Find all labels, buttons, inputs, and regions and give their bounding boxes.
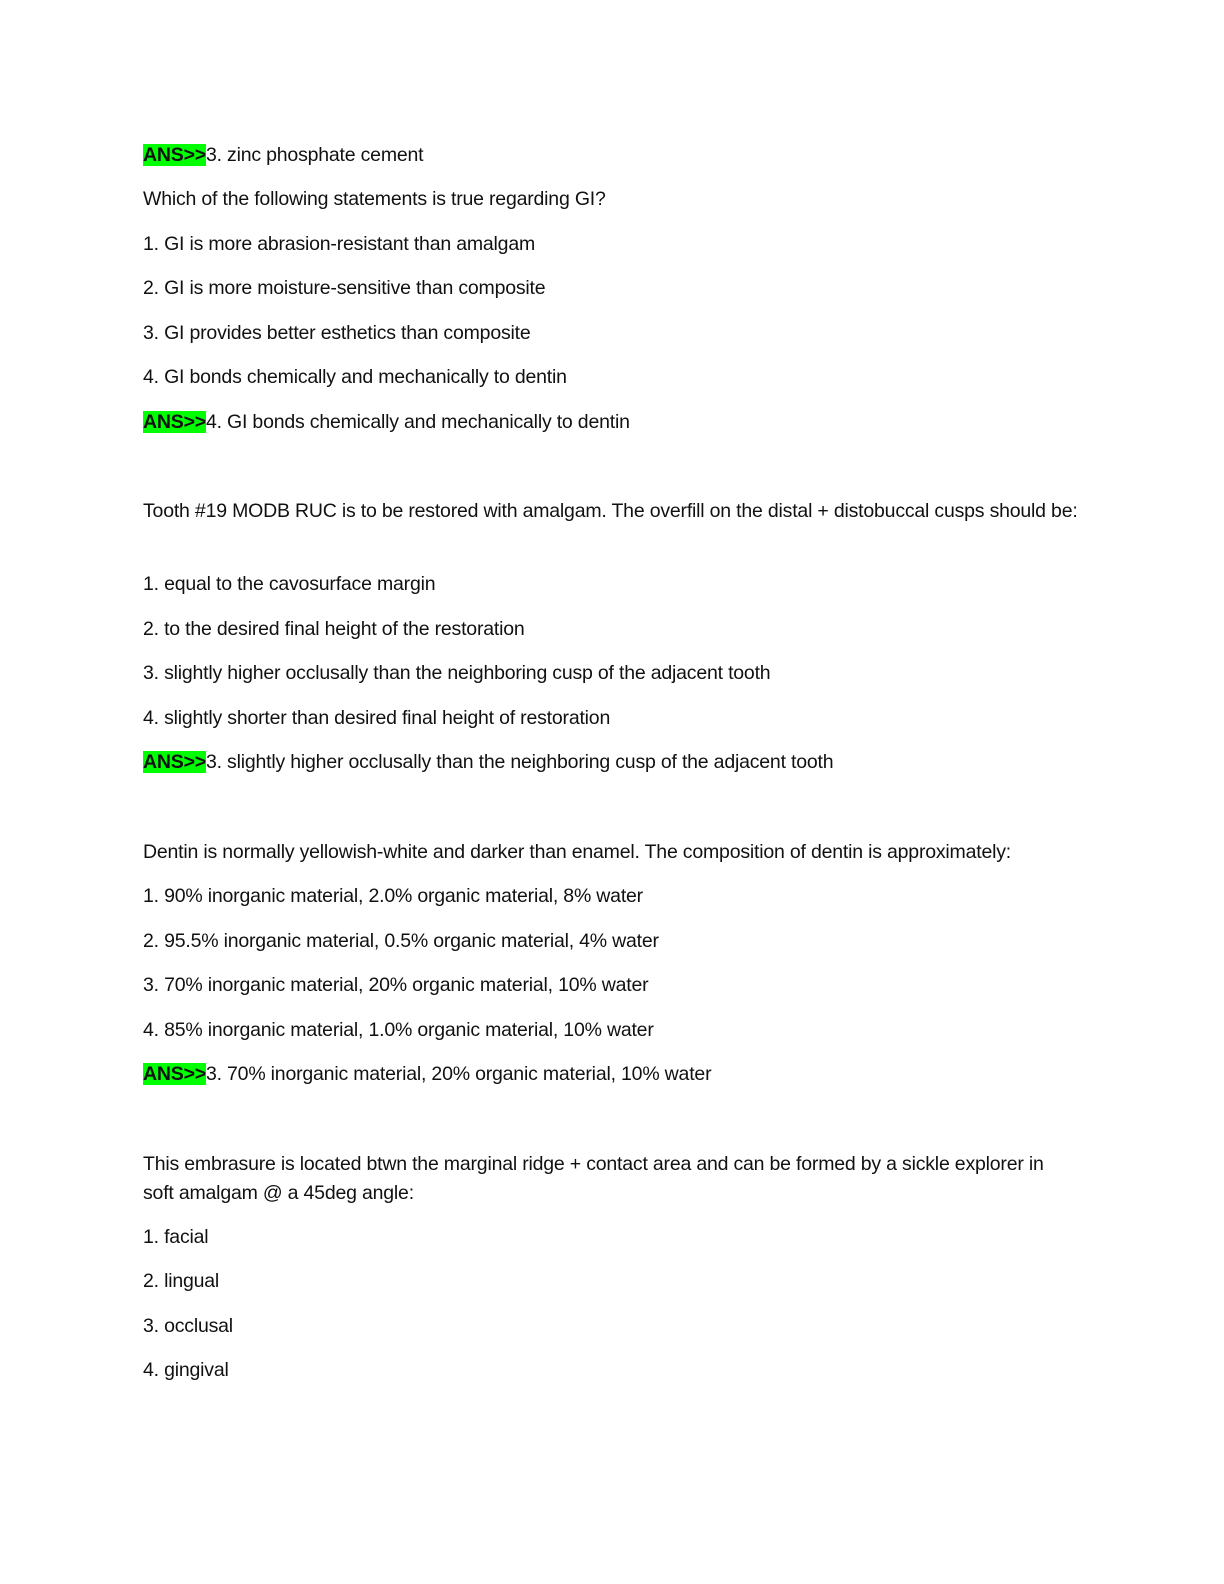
question-2-text: Tooth #19 MODB RUC is to be restored with amalgam. The overfill on the distal + distobuccal cusps should be: (143, 500, 1078, 522)
question-4-text: This embrasure is located btwn the marginal ridge + contact area and can be formed by a sickle explorer in soft amalgam @ a 45deg angle: (143, 1153, 1044, 1204)
q3-option-4: 4. 85% inorganic material, 1.0% organic material, 10% water (143, 1019, 654, 1041)
question-1-text: Which of the following statements is true regarding GI? (143, 188, 606, 210)
q2-option-4: 4. slightly shorter than desired final height of restoration (143, 707, 611, 729)
q2-option-3: 3. slightly higher occlusally than the neighboring cusp of the adjacent tooth (143, 662, 771, 684)
q3-option-2: 2. 95.5% inorganic material, 0.5% organic material, 4% water (143, 930, 659, 952)
q4-option-4: 4. gingival (143, 1359, 229, 1381)
answer-line-3 (143, 1060, 711, 1089)
q3-option-1: 1. 90% inorganic material, 2.0% organic material, 8% water (143, 885, 643, 907)
answer-text: 4. GI bonds chemically and mechanically to dentin (205, 411, 630, 433)
q1-option-4: 4. GI bonds chemically and mechanically to dentin (143, 366, 567, 388)
q4-option-3: 3. occlusal (143, 1315, 233, 1337)
answer-text: 3. zinc phosphate cement (205, 144, 424, 166)
q1-option-1: 1. GI is more abrasion-resistant than amalgam (143, 233, 536, 255)
q1-option-3: 3. GI provides better esthetics than composite (143, 322, 531, 344)
answer-text: 3. 70% inorganic material, 20% organic material, 10% water (205, 1063, 712, 1085)
answer-tag: ANS>> (143, 1063, 206, 1085)
answer-line-2 (143, 748, 833, 777)
q4-option-1: 1. facial (143, 1226, 209, 1248)
question-3-text: Dentin is normally yellowish-white and darker than enamel. The composition of dentin is approximately: (143, 841, 1012, 863)
answer-tag: ANS>> (143, 144, 206, 166)
answer-line-1 (143, 408, 630, 437)
q3-option-3: 3. 70% inorganic material, 20% organic material, 10% water (143, 974, 649, 996)
answer-text: 3. slightly higher occlusally than the neighboring cusp of the adjacent tooth (205, 751, 834, 773)
q4-option-2: 2. lingual (143, 1270, 220, 1292)
answer-tag: ANS>> (143, 751, 206, 773)
q1-option-2: 2. GI is more moisture-sensitive than composite (143, 277, 546, 299)
q2-option-1: 1. equal to the cavosurface margin (143, 573, 436, 595)
answer-line-0 (143, 141, 423, 170)
q2-option-2: 2. to the desired final height of the restoration (143, 618, 525, 640)
answer-tag: ANS>> (143, 411, 206, 433)
